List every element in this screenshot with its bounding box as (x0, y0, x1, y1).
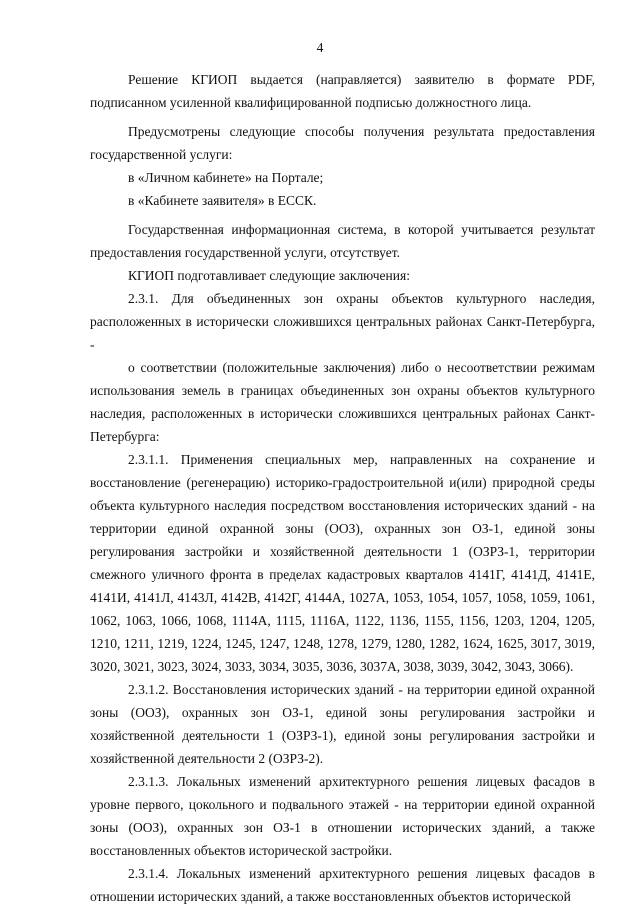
paragraph-decision-format: Решение КГИОП выдается (направляется) заявителю в формате PDF, подписанном усиленной квалифицированной подписью должностного лица. (90, 72, 595, 110)
paragraph-compliance: о соответствии (положительные заключения) либо о несоответствии режимам использования земель в границах объединенных зон охраны объектов культурного наследия, расположенных в исторически сложившихся центральных районах Санкт-Петербурга: (90, 360, 595, 444)
paragraph-conclusions-intro: КГИОП подготавливает следующие заключения: (128, 268, 410, 283)
paragraph-2-3-1: 2.3.1. Для объединенных зон охраны объектов культурного наследия, расположенных в исторически сложившихся центральных районах Санкт-Петербурга, - (90, 291, 595, 352)
paragraph-2-3-1-3: 2.3.1.3. Локальных изменений архитектурного решения лицевых фасадов в уровне первого, цокольного и подвального этажей - на территории единой охранной зоны (ООЗ), охранных зон ОЗ-1 в отношении исторических зданий, а также восстановленных объектов исторической застройки. (90, 774, 595, 858)
paragraph-info-system: Государственная информационная система, в которой учитывается результат предоставления государственной услуги, отсутствует. (90, 222, 595, 260)
paragraph-2-3-1-1: 2.3.1.1. Применения специальных мер, направленных на сохранение и восстановление (регенерацию) историко-градостроительной и(или) природной среды объекта культурного наследия посредством восстановления исторических зданий - на территории единой охранной зоны (ООЗ), охранных зон ОЗ-1, единой зоны регулирования застройки и хозяйственной деятельности 1 (ОЗРЗ-1, территории смежного уличного фронта в пределах кадастровых кварталов 4141Г, 4141Д, 4141Е, 4141И, 4141Л, 4143Л, 4142В, 4142Г, 4144А, 1027А, 1053, 1054, 1057, 1058, 1059, 1061, 1062, 1063, 1066, 1068, 1114А, 1115, 1116А, 1122, 1136, 1155, 1156, 1203, 1204, 1205, 1210, 1211, 1219, 1224, 1245, 1247, 1248, 1278, 1279, 1280, 1282, 1624, 1625, 3017, 3019, 3020, 3021, 3023, 3024, 3033, 3034, 3035, 3036, 3037А, 3038, 3039, 3042, 3043, 3066). (90, 452, 595, 674)
paragraph-2-3-1-2: 2.3.1.2. Восстановления исторических зданий - на территории единой охранной зоны (ООЗ), охранных зон ОЗ-1, единой зоны регулирования застройки и хозяйственной деятельности 1 (ОЗРЗ-1), единой зоны регулирования застройки и хозяйственной деятельности 2 (ОЗРЗ-2). (90, 682, 595, 766)
document-body (90, 68, 595, 908)
page-number: 4 (316, 40, 324, 55)
paragraph-method-portal: в «Личном кабинете» на Портале; (128, 170, 324, 185)
paragraph-2-3-1-4: 2.3.1.4. Локальных изменений архитектурного решения лицевых фасадов в отношении исторических зданий, а также восстановленных объектов исторической (90, 866, 595, 904)
paragraph-methods-intro: Предусмотрены следующие способы получения результата предоставления государственной услуги: (90, 124, 595, 162)
paragraph-method-essk: в «Кабинете заявителя» в ЕССК. (128, 193, 317, 208)
